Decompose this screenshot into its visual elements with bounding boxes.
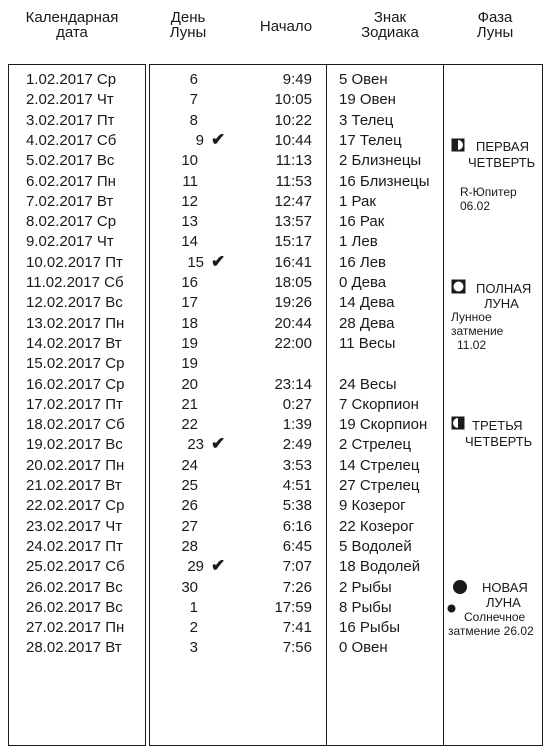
date-cell: 7.02.2017 Вт bbox=[26, 193, 114, 210]
date-cell: 23.02.2017 Чт bbox=[26, 518, 123, 535]
third-quarter-label-2 bbox=[465, 435, 532, 449]
jupiter-note-line2: 06.02 bbox=[460, 199, 491, 213]
header-phase-line2: Луны bbox=[476, 24, 514, 41]
start-time-cell: 22:00 bbox=[274, 335, 312, 352]
header-moon-day-line2: Луны bbox=[169, 24, 207, 41]
zodiac-sign-cell: 27 Стрелец bbox=[339, 477, 420, 494]
moon-day-cell: 2 bbox=[189, 619, 198, 636]
date-cell: 4.02.2017 Сб bbox=[26, 132, 117, 149]
zodiac-sign-cell: 16 Лев bbox=[339, 254, 387, 271]
zodiac-sign-cell: 14 Дева bbox=[339, 294, 395, 311]
third-quarter-moon-icon bbox=[451, 416, 465, 430]
start-time-cell: 7:26 bbox=[282, 579, 312, 596]
zodiac-sign-cell: 5 Овен bbox=[339, 71, 388, 88]
zodiac-sign-cell: 18 Водолей bbox=[339, 558, 421, 575]
start-time-cell: 23:14 bbox=[274, 376, 312, 393]
start-time-cell: 10:22 bbox=[274, 112, 312, 129]
header-start bbox=[246, 19, 326, 34]
start-time-cell: 12:47 bbox=[274, 193, 312, 210]
full-moon-line1: ПОЛНАЯ bbox=[476, 281, 532, 296]
full-moon-label bbox=[476, 282, 531, 296]
zodiac-sign-cell: 19 Овен bbox=[339, 91, 396, 108]
header-zodiac bbox=[350, 10, 430, 40]
zodiac-sign-cell: 9 Козерог bbox=[339, 497, 406, 514]
lunar-eclipse-line1: Лунное bbox=[451, 310, 492, 324]
zodiac-sign-cell: 3 Телец bbox=[339, 112, 394, 129]
moon-day-cell: 20 bbox=[181, 376, 198, 393]
new-moon-icon bbox=[452, 579, 468, 595]
moon-day-cell: 25 bbox=[181, 477, 198, 494]
full-moon-line2: ЛУНА bbox=[484, 296, 519, 311]
zodiac-sign-cell: 7 Скорпион bbox=[339, 396, 419, 413]
lunar-eclipse-note bbox=[451, 310, 503, 352]
start-time-cell: 20:44 bbox=[274, 315, 312, 332]
date-cell: 8.02.2017 Ср bbox=[26, 213, 117, 230]
third-quarter-label bbox=[472, 419, 523, 433]
zodiac-sign-cell: 28 Дева bbox=[339, 315, 395, 332]
new-moon-line1: НОВАЯ bbox=[482, 580, 528, 595]
date-cell: 3.02.2017 Пт bbox=[26, 112, 115, 129]
date-cell: 27.02.2017 Пн bbox=[26, 619, 125, 636]
moon-day-cell: 1 bbox=[189, 599, 198, 616]
first-quarter-line1: ПЕРВАЯ bbox=[476, 139, 529, 154]
solar-eclipse-line2: затмение 26.02 bbox=[448, 624, 534, 638]
moon-day-cell: 24 bbox=[181, 457, 198, 474]
start-time-cell: 18:05 bbox=[274, 274, 312, 291]
zodiac-sign-cell: 14 Стрелец bbox=[339, 457, 420, 474]
zodiac-sign-cell: 5 Водолей bbox=[339, 538, 412, 555]
first-quarter-line2: ЧЕТВЕРТЬ bbox=[468, 155, 536, 170]
zodiac-sign-cell: 1 Лев bbox=[339, 233, 378, 250]
moon-day-cell: 8 bbox=[189, 112, 198, 129]
date-cell: 9.02.2017 Чт bbox=[26, 233, 114, 250]
start-time-cell: 7:07 bbox=[282, 558, 312, 575]
zodiac-sign-cell: 16 Близнецы bbox=[339, 173, 430, 190]
full-moon-icon bbox=[451, 279, 466, 294]
moon-day-cell: 16 bbox=[181, 274, 198, 291]
moon-day-cell: 15 bbox=[187, 254, 204, 271]
moon-day-cell: 9 bbox=[195, 132, 204, 149]
start-time-cell: 5:38 bbox=[282, 497, 312, 514]
date-cell: 5.02.2017 Вс bbox=[26, 152, 115, 169]
start-time-cell: 9:49 bbox=[282, 71, 312, 88]
start-time-cell: 3:53 bbox=[282, 457, 312, 474]
new-moon-label-2 bbox=[486, 596, 521, 610]
date-cell: 18.02.2017 Сб bbox=[26, 416, 125, 433]
date-cell: 14.02.2017 Вт bbox=[26, 335, 122, 352]
lunar-eclipse-line3: 11.02 bbox=[457, 338, 487, 352]
date-cell: 26.02.2017 Вс bbox=[26, 579, 123, 596]
date-cell: 26.02.2017 Вс bbox=[26, 599, 123, 616]
start-time-cell: 6:16 bbox=[282, 518, 312, 535]
header-moon-day bbox=[158, 10, 218, 40]
jupiter-note bbox=[460, 185, 517, 213]
start-time-cell: 4:51 bbox=[282, 477, 312, 494]
moon-day-cell: 18 bbox=[181, 315, 198, 332]
date-cell: 28.02.2017 Вт bbox=[26, 639, 122, 656]
new-moon-line2: ЛУНА bbox=[486, 595, 521, 610]
zodiac-sign-cell: 16 Рак bbox=[339, 213, 385, 230]
first-quarter-label-2 bbox=[468, 156, 535, 170]
zodiac-sign-cell: 16 Рыбы bbox=[339, 619, 401, 636]
date-cell: 6.02.2017 Пн bbox=[26, 173, 116, 190]
first-quarter-moon-icon bbox=[451, 138, 465, 152]
new-moon-label bbox=[482, 581, 528, 595]
first-quarter-label bbox=[476, 140, 529, 154]
date-cell: 24.02.2017 Пт bbox=[26, 538, 123, 555]
date-cell: 20.02.2017 Пн bbox=[26, 457, 125, 474]
zodiac-sign-cell: 17 Телец bbox=[339, 132, 402, 149]
moon-day-cell: 28 bbox=[181, 538, 198, 555]
zodiac-sign-cell: 11 Весы bbox=[339, 335, 396, 352]
start-time-cell: 10:44 bbox=[274, 132, 312, 149]
moon-day-cell: 3 bbox=[189, 639, 198, 656]
moon-day-cell: 19 bbox=[181, 355, 198, 372]
moon-day-cell: 26 bbox=[181, 497, 198, 514]
zodiac-sign-cell: 2 Рыбы bbox=[339, 579, 392, 596]
moon-day-cell: 14 bbox=[181, 233, 198, 250]
start-time-cell: 10:05 bbox=[274, 91, 312, 108]
date-cell: 19.02.2017 Вс bbox=[26, 436, 123, 453]
start-time-cell bbox=[226, 354, 312, 374]
start-time-cell: 6:45 bbox=[282, 538, 312, 555]
zodiac-sign-cell: 19 Скорпион bbox=[339, 416, 428, 433]
check-mark-icon: ✔ bbox=[211, 130, 226, 149]
moon-day-cell: 10 bbox=[181, 152, 198, 169]
moon-day-cell: 21 bbox=[181, 396, 198, 413]
header-start-line1: Начало bbox=[259, 18, 313, 35]
date-cell: 1.02.2017 Ср bbox=[26, 71, 117, 88]
moon-day-cell: 30 bbox=[181, 579, 198, 596]
date-cell: 25.02.2017 Сб bbox=[26, 558, 125, 575]
moon-day-cell: 6 bbox=[189, 71, 198, 88]
start-time-cell: 1:39 bbox=[282, 416, 312, 433]
moon-day-cell: 17 bbox=[181, 294, 198, 311]
moon-day-cell: 11 bbox=[182, 173, 198, 190]
date-cell: 16.02.2017 Ср bbox=[26, 376, 125, 393]
zodiac-sign-cell: 24 Весы bbox=[339, 376, 397, 393]
header-date-line1: Календарная bbox=[25, 9, 119, 26]
start-time-cell: 7:41 bbox=[282, 619, 312, 636]
moon-day-cell: 22 bbox=[181, 416, 198, 433]
moon-day-cell: 27 bbox=[181, 518, 198, 535]
header-phase bbox=[460, 10, 530, 40]
moon-day-cell: 29 bbox=[187, 558, 204, 575]
start-time-cell: 16:41 bbox=[274, 254, 312, 271]
header-zodiac-line2: Зодиака bbox=[361, 24, 419, 41]
zodiac-sign-cell: 2 Стрелец bbox=[339, 436, 412, 453]
third-quarter-line2: ЧЕТВЕРТЬ bbox=[465, 434, 533, 449]
date-cell: 15.02.2017 Ср bbox=[26, 355, 125, 372]
header-moon-day-line1: День bbox=[170, 9, 206, 26]
zodiac-sign-cell: 0 Дева bbox=[339, 274, 387, 291]
check-mark-icon: ✔ bbox=[211, 434, 226, 453]
start-time-cell: 19:26 bbox=[274, 294, 312, 311]
date-cell: 13.02.2017 Пн bbox=[26, 315, 125, 332]
start-time-cell: 17:59 bbox=[274, 599, 312, 616]
date-cell: 11.02.2017 Сб bbox=[26, 274, 124, 291]
zodiac-sign-cell: 2 Близнецы bbox=[339, 152, 422, 169]
moon-day-cell: 7 bbox=[189, 91, 198, 108]
date-cell: 17.02.2017 Пт bbox=[26, 396, 123, 413]
start-time-cell: 11:53 bbox=[275, 173, 312, 190]
start-time-cell: 0:27 bbox=[282, 396, 312, 413]
header-zodiac-line1: Знак bbox=[373, 9, 407, 26]
header-date bbox=[22, 10, 122, 40]
start-time-cell: 2:49 bbox=[282, 436, 312, 453]
zodiac-sign-cell: 8 Рыбы bbox=[339, 599, 392, 616]
date-cell: 22.02.2017 Ср bbox=[26, 497, 125, 514]
start-time-cell: 11:13 bbox=[275, 152, 312, 169]
date-cell: 21.02.2017 Вт bbox=[26, 477, 122, 494]
moon-day-cell: 13 bbox=[181, 213, 198, 230]
zodiac-sign-cell: 0 Овен bbox=[339, 639, 388, 656]
solar-eclipse-line1: Солнечное bbox=[464, 610, 526, 624]
date-cell: 12.02.2017 Вс bbox=[26, 294, 123, 311]
full-moon-label-2 bbox=[484, 297, 519, 311]
jupiter-note-line1: R-Юпитер bbox=[460, 185, 517, 199]
start-time-cell: 7:56 bbox=[282, 639, 312, 656]
moon-day-cell: 23 bbox=[187, 436, 204, 453]
lunar-eclipse-line2: затмение bbox=[451, 324, 504, 338]
header-date-line2: дата bbox=[56, 24, 88, 41]
moon-day-cell: 19 bbox=[181, 335, 198, 352]
date-cell: 2.02.2017 Чт bbox=[26, 91, 114, 108]
check-mark-icon: ✔ bbox=[211, 556, 226, 575]
zodiac-sign-cell: 1 Рак bbox=[339, 193, 376, 210]
start-time-cell: 15:17 bbox=[274, 233, 312, 250]
solar-eclipse-note bbox=[448, 610, 534, 638]
zodiac-sign-cell: 22 Козерог bbox=[339, 518, 414, 535]
date-cell: 10.02.2017 Пт bbox=[26, 254, 123, 271]
header-phase-line1: Фаза bbox=[477, 9, 513, 26]
start-time-cell: 13:57 bbox=[274, 213, 312, 230]
moon-day-cell: 12 bbox=[181, 193, 198, 210]
check-mark-icon: ✔ bbox=[211, 252, 226, 271]
third-quarter-line1: ТРЕТЬЯ bbox=[472, 418, 523, 433]
